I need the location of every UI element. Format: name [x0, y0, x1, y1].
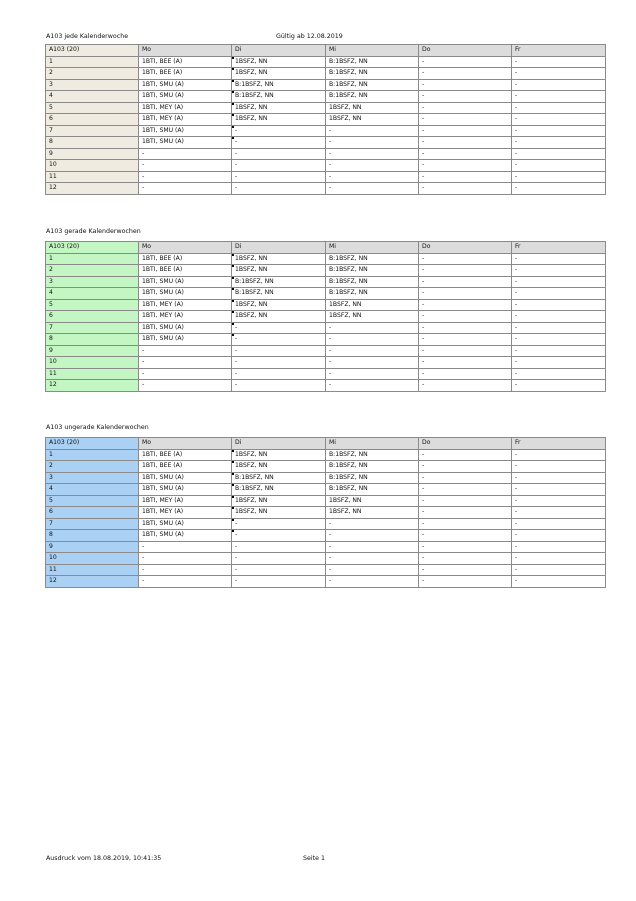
day-header-mi: Mi — [326, 438, 419, 450]
lesson-cell-di: 1BSFZ, NN — [232, 265, 326, 277]
lesson-cell-mo: 1BTI, MEY (A) — [139, 114, 232, 126]
lesson-cell-mo: 1BTI, MEY (A) — [139, 311, 232, 323]
lesson-cell-mo: 1BTI, SMU (A) — [139, 472, 232, 484]
table-row — [46, 541, 606, 553]
period-number: 4 — [46, 91, 139, 103]
lesson-cell-do: - — [419, 368, 512, 380]
period-number: 9 — [46, 148, 139, 160]
lesson-cell-mi: B:1BSFZ, NN — [326, 91, 419, 103]
table-row — [46, 171, 606, 183]
table-row — [46, 253, 606, 265]
day-header-fr: Fr — [512, 242, 606, 254]
lesson-cell-mi: - — [326, 530, 419, 542]
lesson-cell-fr: - — [512, 345, 606, 357]
lesson-cell-di: - — [232, 171, 326, 183]
lesson-cell-mi: 1BSFZ, NN — [326, 311, 419, 323]
lesson-cell-fr: - — [512, 322, 606, 334]
lesson-cell-mo: 1BTI, BEE (A) — [139, 253, 232, 265]
lesson-cell-mo: - — [139, 148, 232, 160]
lesson-cell-di: - — [232, 368, 326, 380]
table-row — [46, 553, 606, 565]
period-number: 2 — [46, 265, 139, 277]
table-row — [46, 530, 606, 542]
lesson-cell-fr: - — [512, 541, 606, 553]
period-number: 5 — [46, 102, 139, 114]
lesson-cell-fr: - — [512, 530, 606, 542]
period-number: 10 — [46, 160, 139, 172]
valid-from-date: Gültig ab 12.08.2019 — [276, 33, 343, 40]
lesson-cell-do: - — [419, 334, 512, 346]
lesson-cell-mo: 1BTI, SMU (A) — [139, 125, 232, 137]
day-header-do: Do — [419, 438, 512, 450]
lesson-cell-do: - — [419, 276, 512, 288]
lesson-cell-di: - — [232, 148, 326, 160]
table-row — [46, 183, 606, 195]
table-row — [46, 160, 606, 172]
lesson-cell-mi: 1BSFZ, NN — [326, 495, 419, 507]
header-row — [46, 242, 606, 254]
table-row — [46, 125, 606, 137]
lesson-cell-di: 1BSFZ, NN — [232, 449, 326, 461]
lesson-cell-di: - — [232, 541, 326, 553]
lesson-cell-mi: B:1BSFZ, NN — [326, 449, 419, 461]
lesson-cell-do: - — [419, 125, 512, 137]
lesson-cell-fr: - — [512, 484, 606, 496]
lesson-cell-di: 1BSFZ, NN — [232, 68, 326, 80]
room-label: A103 (20) — [46, 45, 139, 57]
period-number: 11 — [46, 368, 139, 380]
lesson-cell-do: - — [419, 541, 512, 553]
lesson-cell-mi: - — [326, 368, 419, 380]
lesson-cell-do: - — [419, 472, 512, 484]
lesson-cell-do: - — [419, 564, 512, 576]
table-row — [46, 472, 606, 484]
lesson-cell-do: - — [419, 299, 512, 311]
lesson-cell-do: - — [419, 56, 512, 68]
lesson-cell-do: - — [419, 530, 512, 542]
period-number: 5 — [46, 299, 139, 311]
day-header-fr: Fr — [512, 438, 606, 450]
table-row — [46, 380, 606, 392]
period-number: 9 — [46, 345, 139, 357]
period-number: 12 — [46, 183, 139, 195]
page-number: Seite 1 — [303, 855, 325, 862]
lesson-cell-fr: - — [512, 553, 606, 565]
lesson-cell-mi: 1BSFZ, NN — [326, 102, 419, 114]
header-row — [46, 438, 606, 450]
period-number: 8 — [46, 334, 139, 346]
lesson-cell-do: - — [419, 102, 512, 114]
lesson-cell-mi: - — [326, 125, 419, 137]
period-number: 10 — [46, 553, 139, 565]
period-number: 7 — [46, 125, 139, 137]
day-header-do: Do — [419, 242, 512, 254]
lesson-cell-fr: - — [512, 102, 606, 114]
lesson-cell-fr: - — [512, 507, 606, 519]
lesson-cell-di: - — [232, 380, 326, 392]
lesson-cell-do: - — [419, 553, 512, 565]
lesson-cell-mi: - — [326, 160, 419, 172]
lesson-cell-di: 1BSFZ, NN — [232, 56, 326, 68]
room-label: A103 (20) — [46, 242, 139, 254]
lesson-cell-mi: - — [326, 322, 419, 334]
lesson-cell-di: 1BSFZ, NN — [232, 299, 326, 311]
lesson-cell-mo: 1BTI, SMU (A) — [139, 137, 232, 149]
lesson-cell-fr: - — [512, 56, 606, 68]
table-row — [46, 299, 606, 311]
lesson-cell-fr: - — [512, 564, 606, 576]
lesson-cell-mi: - — [326, 345, 419, 357]
lesson-cell-mi: B:1BSFZ, NN — [326, 461, 419, 473]
table-row — [46, 137, 606, 149]
lesson-cell-di: - — [232, 345, 326, 357]
lesson-cell-mi: B:1BSFZ, NN — [326, 56, 419, 68]
lesson-cell-mo: 1BTI, MEY (A) — [139, 507, 232, 519]
lesson-cell-di: B:1BSFZ, NN — [232, 79, 326, 91]
lesson-cell-di: B:1BSFZ, NN — [232, 91, 326, 103]
lesson-cell-fr: - — [512, 311, 606, 323]
lesson-cell-do: - — [419, 114, 512, 126]
timetable-gerade-wochen — [45, 241, 606, 392]
table-row — [46, 322, 606, 334]
lesson-cell-do: - — [419, 253, 512, 265]
lesson-cell-mo: 1BTI, SMU (A) — [139, 484, 232, 496]
lesson-cell-fr: - — [512, 171, 606, 183]
table-row — [46, 564, 606, 576]
lesson-cell-mo: 1BTI, SMU (A) — [139, 91, 232, 103]
lesson-cell-di: 1BSFZ, NN — [232, 311, 326, 323]
timetable-ungerade-wochen — [45, 437, 606, 588]
period-number: 6 — [46, 507, 139, 519]
lesson-cell-fr: - — [512, 576, 606, 588]
lesson-cell-fr: - — [512, 265, 606, 277]
lesson-cell-di: - — [232, 564, 326, 576]
lesson-cell-di: - — [232, 334, 326, 346]
lesson-cell-do: - — [419, 288, 512, 300]
lesson-cell-fr: - — [512, 449, 606, 461]
lesson-cell-do: - — [419, 380, 512, 392]
lesson-cell-do: - — [419, 137, 512, 149]
lesson-cell-mi: - — [326, 518, 419, 530]
table-row — [46, 576, 606, 588]
period-number: 3 — [46, 79, 139, 91]
lesson-cell-mo: - — [139, 576, 232, 588]
lesson-cell-mo: - — [139, 368, 232, 380]
lesson-cell-do: - — [419, 160, 512, 172]
lesson-cell-mo: 1BTI, MEY (A) — [139, 102, 232, 114]
lesson-cell-di: - — [232, 553, 326, 565]
table-row — [46, 311, 606, 323]
period-number: 5 — [46, 495, 139, 507]
period-number: 7 — [46, 322, 139, 334]
lesson-cell-di: - — [232, 183, 326, 195]
lesson-cell-fr: - — [512, 183, 606, 195]
lesson-cell-di: - — [232, 518, 326, 530]
section-title-gerade: A103 gerade Kalenderwochen — [46, 228, 141, 235]
lesson-cell-di: 1BSFZ, NN — [232, 461, 326, 473]
lesson-cell-mo: 1BTI, BEE (A) — [139, 56, 232, 68]
lesson-cell-do: - — [419, 322, 512, 334]
print-timestamp: Ausdruck vom 18.08.2019, 10:41:35 — [46, 855, 162, 862]
period-number: 2 — [46, 68, 139, 80]
lesson-cell-mo: - — [139, 564, 232, 576]
period-number: 7 — [46, 518, 139, 530]
period-number: 4 — [46, 288, 139, 300]
lesson-cell-fr: - — [512, 148, 606, 160]
lesson-cell-mo: 1BTI, BEE (A) — [139, 461, 232, 473]
lesson-cell-mi: B:1BSFZ, NN — [326, 484, 419, 496]
table-row — [46, 345, 606, 357]
day-header-di: Di — [232, 45, 326, 57]
table-row — [46, 484, 606, 496]
period-number: 1 — [46, 449, 139, 461]
table-row — [46, 357, 606, 369]
lesson-cell-do: - — [419, 171, 512, 183]
lesson-cell-do: - — [419, 148, 512, 160]
lesson-cell-mi: - — [326, 148, 419, 160]
period-number: 1 — [46, 253, 139, 265]
lesson-cell-do: - — [419, 345, 512, 357]
lesson-cell-fr: - — [512, 276, 606, 288]
day-header-mo: Mo — [139, 438, 232, 450]
lesson-cell-do: - — [419, 68, 512, 80]
lesson-cell-mi: - — [326, 576, 419, 588]
period-number: 6 — [46, 311, 139, 323]
day-header-mi: Mi — [326, 242, 419, 254]
lesson-cell-di: 1BSFZ, NN — [232, 102, 326, 114]
lesson-cell-mo: 1BTI, MEY (A) — [139, 495, 232, 507]
period-number: 11 — [46, 564, 139, 576]
timetable-jede-woche — [45, 44, 606, 195]
lesson-cell-mo: 1BTI, MEY (A) — [139, 299, 232, 311]
table-row — [46, 449, 606, 461]
table-row — [46, 79, 606, 91]
lesson-cell-mi: - — [326, 334, 419, 346]
lesson-cell-mi: - — [326, 183, 419, 195]
lesson-cell-di: - — [232, 125, 326, 137]
table-row — [46, 56, 606, 68]
lesson-cell-fr: - — [512, 79, 606, 91]
table-row — [46, 507, 606, 519]
period-number: 8 — [46, 530, 139, 542]
day-header-di: Di — [232, 242, 326, 254]
day-header-di: Di — [232, 438, 326, 450]
lesson-cell-fr: - — [512, 68, 606, 80]
lesson-cell-fr: - — [512, 357, 606, 369]
lesson-cell-mo: 1BTI, SMU (A) — [139, 334, 232, 346]
lesson-cell-fr: - — [512, 334, 606, 346]
lesson-cell-do: - — [419, 495, 512, 507]
lesson-cell-do: - — [419, 265, 512, 277]
lesson-cell-mo: - — [139, 357, 232, 369]
lesson-cell-di: B:1BSFZ, NN — [232, 484, 326, 496]
lesson-cell-do: - — [419, 91, 512, 103]
lesson-cell-mo: 1BTI, SMU (A) — [139, 276, 232, 288]
lesson-cell-fr: - — [512, 461, 606, 473]
lesson-cell-di: B:1BSFZ, NN — [232, 288, 326, 300]
table-row — [46, 368, 606, 380]
period-number: 1 — [46, 56, 139, 68]
lesson-cell-mi: 1BSFZ, NN — [326, 299, 419, 311]
lesson-cell-mo: - — [139, 553, 232, 565]
table-row — [46, 288, 606, 300]
period-number: 3 — [46, 472, 139, 484]
lesson-cell-mo: 1BTI, SMU (A) — [139, 79, 232, 91]
lesson-cell-mo: - — [139, 345, 232, 357]
room-label: A103 (20) — [46, 438, 139, 450]
period-number: 12 — [46, 576, 139, 588]
lesson-cell-mo: 1BTI, BEE (A) — [139, 68, 232, 80]
lesson-cell-do: - — [419, 484, 512, 496]
lesson-cell-mi: B:1BSFZ, NN — [326, 68, 419, 80]
table-row — [46, 276, 606, 288]
period-number: 12 — [46, 380, 139, 392]
table-row — [46, 68, 606, 80]
lesson-cell-fr: - — [512, 299, 606, 311]
lesson-cell-mo: - — [139, 541, 232, 553]
lesson-cell-do: - — [419, 449, 512, 461]
lesson-cell-do: - — [419, 461, 512, 473]
lesson-cell-fr: - — [512, 495, 606, 507]
day-header-mo: Mo — [139, 45, 232, 57]
lesson-cell-mi: B:1BSFZ, NN — [326, 79, 419, 91]
table-row — [46, 148, 606, 160]
lesson-cell-mi: - — [326, 541, 419, 553]
lesson-cell-mo: 1BTI, SMU (A) — [139, 322, 232, 334]
table-row — [46, 91, 606, 103]
lesson-cell-mo: 1BTI, SMU (A) — [139, 518, 232, 530]
lesson-cell-mo: 1BTI, SMU (A) — [139, 530, 232, 542]
period-number: 10 — [46, 357, 139, 369]
lesson-cell-di: B:1BSFZ, NN — [232, 276, 326, 288]
lesson-cell-fr: - — [512, 125, 606, 137]
lesson-cell-di: 1BSFZ, NN — [232, 495, 326, 507]
day-header-fr: Fr — [512, 45, 606, 57]
lesson-cell-do: - — [419, 576, 512, 588]
period-number: 9 — [46, 541, 139, 553]
table-row — [46, 461, 606, 473]
lesson-cell-di: - — [232, 357, 326, 369]
lesson-cell-do: - — [419, 357, 512, 369]
table-row — [46, 114, 606, 126]
lesson-cell-mi: B:1BSFZ, NN — [326, 288, 419, 300]
lesson-cell-fr: - — [512, 518, 606, 530]
lesson-cell-fr: - — [512, 380, 606, 392]
lesson-cell-fr: - — [512, 288, 606, 300]
lesson-cell-di: 1BSFZ, NN — [232, 253, 326, 265]
lesson-cell-di: - — [232, 576, 326, 588]
table-row — [46, 334, 606, 346]
lesson-cell-mi: - — [326, 564, 419, 576]
period-number: 3 — [46, 276, 139, 288]
lesson-cell-do: - — [419, 311, 512, 323]
period-number: 8 — [46, 137, 139, 149]
lesson-cell-mi: - — [326, 553, 419, 565]
day-header-mi: Mi — [326, 45, 419, 57]
lesson-cell-mo: - — [139, 160, 232, 172]
day-header-do: Do — [419, 45, 512, 57]
lesson-cell-mo: 1BTI, SMU (A) — [139, 288, 232, 300]
lesson-cell-di: 1BSFZ, NN — [232, 114, 326, 126]
lesson-cell-mi: B:1BSFZ, NN — [326, 253, 419, 265]
day-header-mo: Mo — [139, 242, 232, 254]
lesson-cell-mi: 1BSFZ, NN — [326, 114, 419, 126]
lesson-cell-fr: - — [512, 253, 606, 265]
lesson-cell-mi: - — [326, 357, 419, 369]
lesson-cell-fr: - — [512, 114, 606, 126]
lesson-cell-fr: - — [512, 472, 606, 484]
lesson-cell-di: - — [232, 160, 326, 172]
lesson-cell-do: - — [419, 518, 512, 530]
lesson-cell-fr: - — [512, 137, 606, 149]
period-number: 2 — [46, 461, 139, 473]
lesson-cell-do: - — [419, 183, 512, 195]
period-number: 4 — [46, 484, 139, 496]
lesson-cell-mo: 1BTI, BEE (A) — [139, 449, 232, 461]
lesson-cell-mi: B:1BSFZ, NN — [326, 265, 419, 277]
lesson-cell-di: - — [232, 322, 326, 334]
lesson-cell-fr: - — [512, 160, 606, 172]
lesson-cell-mi: - — [326, 380, 419, 392]
lesson-cell-di: - — [232, 530, 326, 542]
lesson-cell-do: - — [419, 507, 512, 519]
page-header-title: A103 jede Kalenderwoche — [46, 33, 129, 40]
table-row — [46, 495, 606, 507]
table-row — [46, 518, 606, 530]
lesson-cell-do: - — [419, 79, 512, 91]
header-row — [46, 45, 606, 57]
lesson-cell-mo: - — [139, 171, 232, 183]
lesson-cell-mi: - — [326, 137, 419, 149]
lesson-cell-mo: - — [139, 183, 232, 195]
lesson-cell-mi: - — [326, 171, 419, 183]
lesson-cell-mo: 1BTI, BEE (A) — [139, 265, 232, 277]
lesson-cell-fr: - — [512, 368, 606, 380]
period-number: 6 — [46, 114, 139, 126]
period-number: 11 — [46, 171, 139, 183]
lesson-cell-di: B:1BSFZ, NN — [232, 472, 326, 484]
lesson-cell-di: 1BSFZ, NN — [232, 507, 326, 519]
lesson-cell-mi: 1BSFZ, NN — [326, 507, 419, 519]
lesson-cell-di: - — [232, 137, 326, 149]
lesson-cell-fr: - — [512, 91, 606, 103]
table-row — [46, 265, 606, 277]
lesson-cell-mo: - — [139, 380, 232, 392]
lesson-cell-mi: B:1BSFZ, NN — [326, 276, 419, 288]
lesson-cell-mi: B:1BSFZ, NN — [326, 472, 419, 484]
table-row — [46, 102, 606, 114]
section-title-ungerade: A103 ungerade Kalenderwochen — [46, 424, 149, 431]
